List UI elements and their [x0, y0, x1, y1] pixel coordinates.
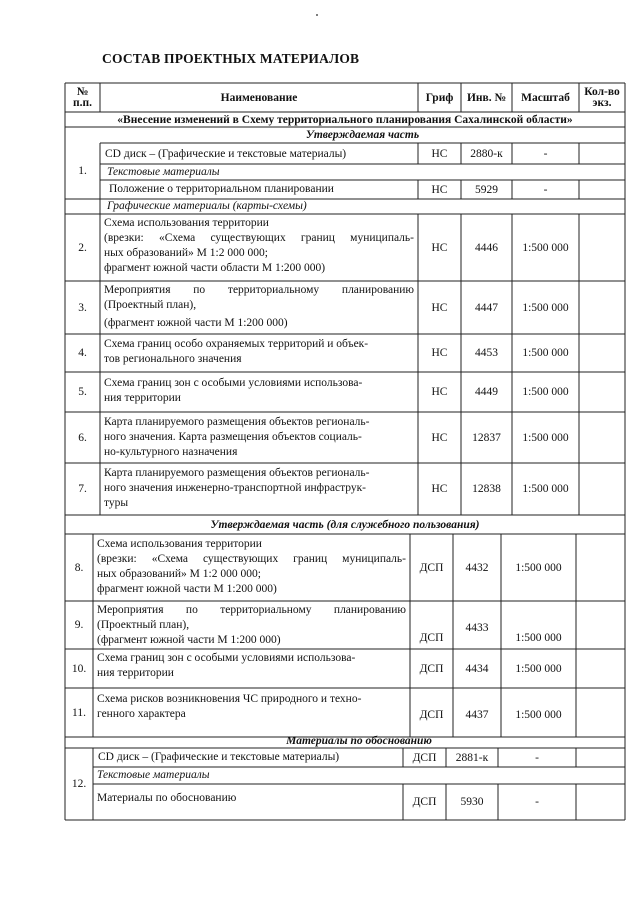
row-2-inv: 4446 [475, 241, 498, 254]
row-2-grif: НС [431, 241, 448, 254]
row-2-line-2: (врезки: «Схема существующих границ муниципаль- [104, 232, 414, 244]
row-6-line-2: ного значения. Карта размещения объектов социаль- [104, 431, 362, 443]
row-6-num: 6. [78, 431, 87, 444]
row-11-line-2: генного характера [97, 708, 186, 720]
header-qty-top: Кол-во [584, 85, 620, 98]
page-title: СОСТАВ ПРОЕКТНЫХ МАТЕРИАЛОВ [102, 51, 360, 66]
row-7-line-1: Карта планируемого размещения объектов региональ- [104, 467, 370, 479]
row-9-line-2: (Проектный план), [97, 619, 190, 631]
row-7-name [104, 466, 414, 511]
row-10-name [97, 651, 406, 681]
row-5-line-2: ния территории [104, 392, 181, 404]
row-1-doc-scale: - [543, 183, 548, 196]
row-2-num: 2. [78, 241, 87, 254]
row-3-inv: 4447 [475, 301, 498, 314]
header-inv: Инв. № [466, 91, 507, 104]
row-2-line-4: фрагмент южной части области М 1:200 000) [104, 262, 326, 274]
row-7-scale: 1:500 000 [522, 483, 569, 495]
row-1-cd-grif: НС [431, 147, 448, 160]
row-8-inv: 4432 [465, 561, 489, 574]
row-11-scale: 1:500 000 [515, 709, 562, 721]
row-8-grif: ДСП [419, 561, 444, 574]
row-11-inv: 4437 [465, 709, 489, 721]
row-12-doc-inv: 5930 [460, 796, 484, 808]
header-qty-bottom: экз. [592, 96, 612, 109]
row-11-name [97, 692, 406, 722]
row-4-grif: НС [431, 347, 448, 359]
header-num-bottom: п.п. [72, 96, 92, 109]
row-12-num: 12. [71, 778, 87, 790]
row-4-line-1: Схема границ особо охраняемых территорий и объек- [104, 338, 369, 350]
row-5-grif: НС [431, 386, 448, 398]
row-9-scale: 1:500 000 [515, 632, 562, 644]
row-2-line-3: ных образований» М 1:2 000 000; [104, 247, 268, 259]
row-9-line-1: Мероприятия по территориальному планированию [97, 604, 406, 616]
subsection-graphic-materials: Графические материалы (карты-схемы) [107, 200, 307, 212]
header-num-top: № [76, 85, 89, 98]
row-11-grif: ДСП [419, 709, 444, 721]
row-7-num: 7. [78, 483, 87, 495]
row-7-line-2: ного значения инженерно-транспортной инфраструк- [104, 482, 367, 494]
row-2-scale: 1:500 000 [522, 241, 569, 254]
row-5-inv: 4449 [475, 386, 498, 398]
row-3-line-2: (Проектный план), [104, 299, 197, 311]
row-6-inv: 12837 [472, 431, 501, 444]
row-5-name [104, 376, 414, 406]
row-11-line-1: Схема рисков возникновения ЧС природного и техно- [97, 693, 362, 705]
row-3-line-3: (фрагмент южной части М 1:200 000) [104, 317, 288, 329]
row-6-line-3: но-культурного назначения [104, 446, 238, 458]
row-8-line-1: Схема использования территории [97, 538, 262, 550]
row-7-inv: 12838 [472, 483, 501, 495]
row-1-doc-grif: НС [431, 183, 448, 196]
row-1-cd-name: CD диск – (Графические и текстовые материалы) [105, 148, 347, 160]
row-8-line-3: ных образований» М 1:2 000 000; [97, 568, 261, 580]
row-8-name [97, 537, 406, 597]
header-scale: Масштаб [521, 91, 570, 104]
row-12-cd-scale: - [535, 751, 539, 764]
row-1-cd-inv: 2880-к [470, 147, 503, 160]
subsection-text-materials: Текстовые материалы [107, 166, 220, 178]
subsection-text-materials-2: Текстовые материалы [97, 769, 210, 781]
row-3-line-1: Мероприятия по территориальному планированию [104, 284, 414, 296]
row-9-line-3: (фрагмент южной части М 1:200 000) [97, 634, 281, 646]
row-1-doc-name: Положение о территориальном планировании [109, 183, 334, 195]
row-5-num: 5. [78, 386, 87, 398]
row-4-line-2: тов регионального значения [104, 353, 242, 365]
row-9-name [97, 603, 406, 648]
row-6-scale: 1:500 000 [522, 431, 569, 444]
header-grif: Гриф [425, 91, 454, 104]
row-12-cd-grif: ДСП [412, 751, 437, 764]
document-title: «Внесение изменений в Схему территориального планирования Сахалинской области» [117, 113, 573, 126]
row-10-scale: 1:500 000 [515, 662, 562, 675]
header-name: Наименование [220, 91, 298, 104]
row-6-grif: НС [431, 431, 448, 444]
row-3-num: 3. [78, 301, 87, 314]
row-4-inv: 4453 [475, 347, 498, 359]
row-10-num: 10. [71, 662, 87, 675]
row-1-doc-inv: 5929 [475, 183, 498, 196]
row-10-line-1: Схема границ зон с особыми условиями использова- [97, 652, 356, 664]
row-5-line-1: Схема границ зон с особыми условиями использова- [104, 377, 363, 389]
row-9-grif: ДСП [419, 632, 444, 644]
row-12-doc-grif: ДСП [412, 796, 437, 808]
row-12-doc-scale: - [535, 796, 539, 808]
section-approved: Утверждаемая часть [305, 129, 420, 141]
row-12-cd-name: CD диск – (Графические и текстовые материалы) [98, 751, 340, 763]
row-6-name [104, 415, 414, 460]
section-justification: Материалы по обоснованию [286, 735, 432, 747]
section-approved-service: Утверждаемая часть (для служебного пользования) [210, 518, 480, 531]
row-1-cd-scale: - [543, 147, 548, 160]
row-9-num: 9. [74, 619, 84, 631]
row-4-name [104, 337, 414, 367]
row-4-num: 4. [78, 347, 87, 359]
row-2-name [104, 216, 414, 276]
row-9-inv: 4433 [465, 622, 489, 634]
row-3-grif: НС [431, 301, 448, 314]
row-10-grif: ДСП [419, 662, 444, 675]
row-5-scale: 1:500 000 [522, 386, 569, 398]
row-10-line-2: ния территории [97, 667, 174, 679]
row-8-scale: 1:500 000 [515, 561, 562, 574]
row-3-scale: 1:500 000 [522, 301, 569, 314]
row-7-line-3: туры [104, 497, 129, 509]
row-8-line-2: (врезки: «Схема существующих границ муниципаль- [97, 553, 406, 565]
row-8-line-4: фрагмент южной части М 1:200 000) [97, 583, 277, 595]
row-2-line-1: Схема использования территории [104, 217, 269, 229]
row-4-scale: 1:500 000 [522, 347, 569, 359]
scan-speck [316, 14, 318, 16]
row-10-inv: 4434 [465, 662, 489, 675]
row-6-line-1: Карта планируемого размещения объектов региональ- [104, 416, 370, 428]
row-11-num: 11. [72, 706, 86, 719]
header-qty [579, 83, 625, 112]
row-1-num: 1. [78, 165, 87, 177]
row-3-name [104, 283, 414, 331]
row-7-grif: НС [431, 483, 448, 495]
row-12-doc-name: Материалы по обоснованию [97, 792, 237, 804]
header-num [65, 83, 100, 112]
row-12-cd-inv: 2881-к [455, 751, 489, 764]
row-8-num: 8. [74, 561, 84, 574]
